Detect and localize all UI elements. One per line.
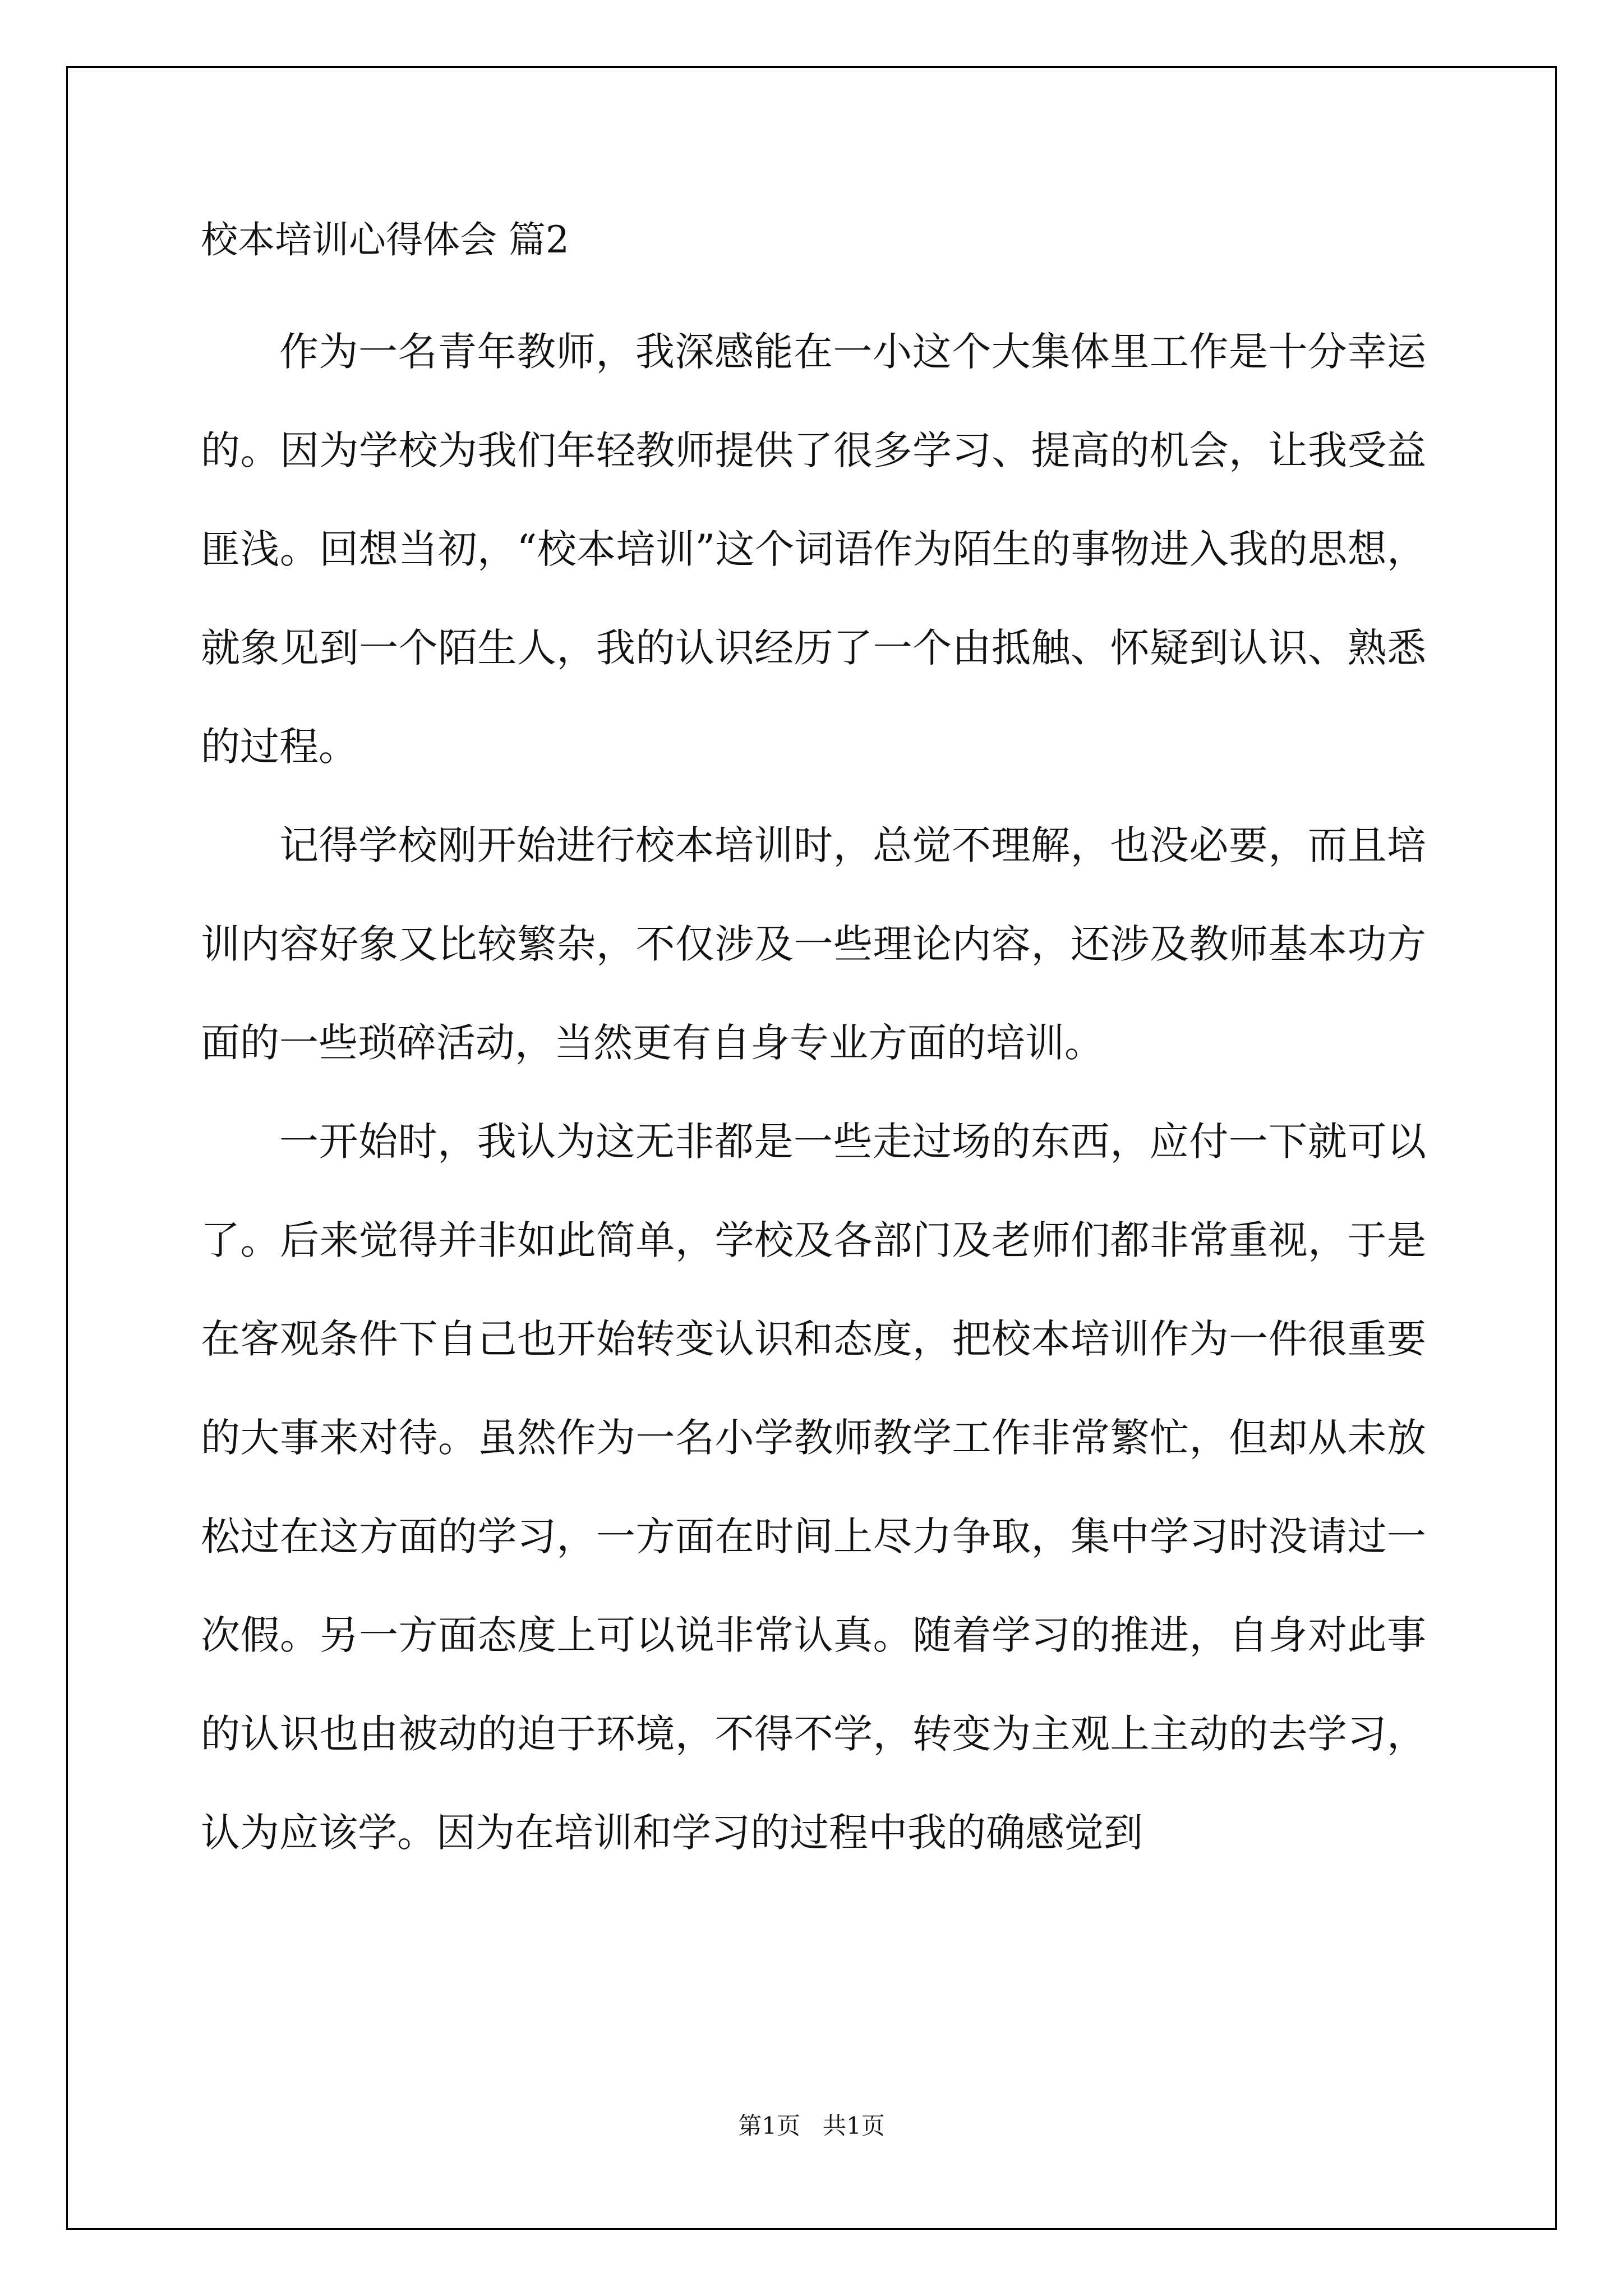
paragraph: 记得学校刚开始进行校本培训时，总觉不理解，也没必要，而且培训内容好象又比较繁杂，不仅涉及一些理论内容，还涉及教师基本功方面的一些琐碎活动，当然更有自身专业方面的培训。 [201,822,1426,1066]
document-title: 校本培训心得体会 篇2 [201,218,569,261]
document-body [201,215,1426,1882]
page-footer: 第1页 共1页 [738,2112,885,2139]
paragraph: 一开始时，我认为这无非都是一些走过场的东西，应付一下就可以了。后来觉得并非如此简单，学校及各部门及老师们都非常重视，于是在客观条件下自己也开始转变认识和态度，把校本培训作为一件很重要的大事来对待。虽然作为一名小学教师教学工作非常繁忙，但却从未放松过在这方面的学习，一方面在时间上尽力争取，集中学习时没请过一次假。另一方面态度上可以说非常认真。随着学习的推进，自身对此事的认识也由被动的迫于环境，不得不学，转变为主观上主动的去学习，认为应该学。因为在培训和学习的过程中我的确感觉到 [201,1119,1426,1856]
paragraph: 作为一名青年教师，我深感能在一小这个大集体里工作是十分幸运的。因为学校为我们年轻教师提供了很多学习、提高的机会，让我受益匪浅。回想当初，“校本培训”这个词语作为陌生的事物进入我的思想，就象见到一个陌生人，我的认识经历了一个由抵触、怀疑到认识、熟悉的过程。 [201,329,1426,770]
